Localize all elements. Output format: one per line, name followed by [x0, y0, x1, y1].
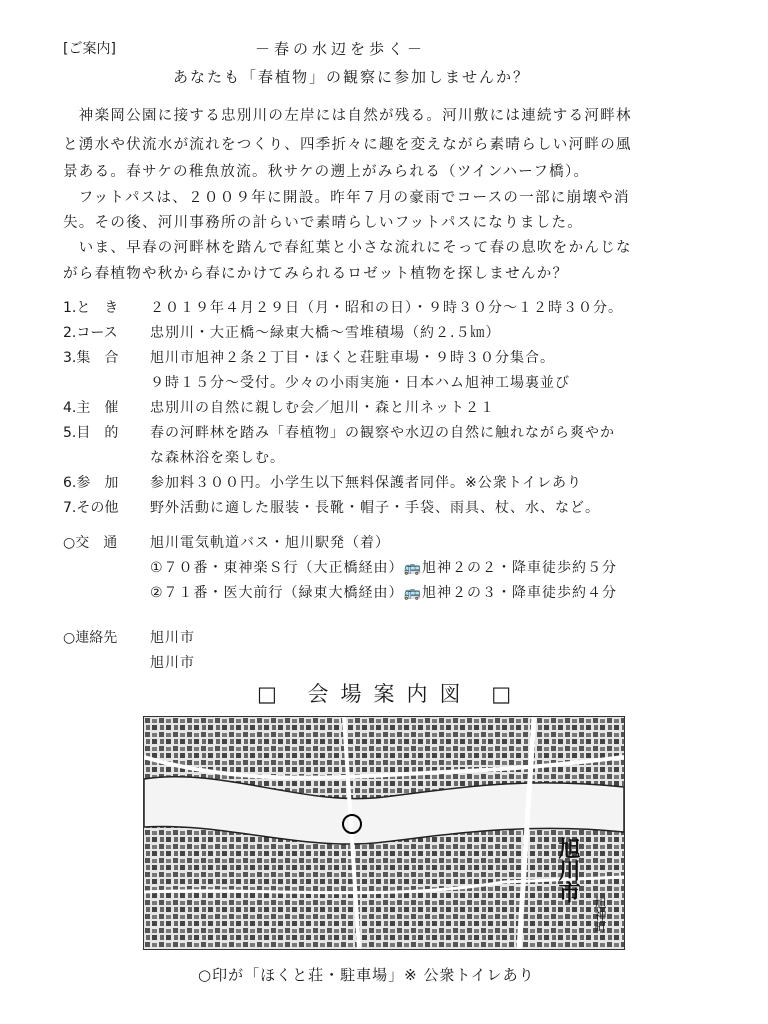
- contact-line-1: 旭川市: [150, 630, 195, 646]
- contact-line-2: 旭川市: [150, 655, 195, 671]
- paragraph-line: 景ある。春サケの稚魚放流。秋サケの遡上がみられる（ツインハーフ橋）。: [63, 164, 590, 180]
- map-label-city: 旭川市: [555, 837, 580, 903]
- map-graphic: [144, 717, 624, 949]
- paragraph-line: フットパスは、２００９年に開設。昨年７月の豪雨でコースの一部に崩壊や消: [63, 190, 630, 206]
- detail-value-meeting-2: ９時１５分～受付。少々の小雨実施・日本ハム旭神工場裏並び: [150, 375, 570, 391]
- detail-label-participation: 6.参 加: [63, 475, 119, 491]
- detail-value-date: ２０１９年４月２９日（月・昭和の日）・９時３０分～１２時３０分。: [150, 300, 623, 316]
- detail-label-meeting: 3.集 合: [63, 350, 119, 366]
- detail-value-other: 野外活動に適した服装・長靴・帽子・手袋、雨具、杖、水、など。: [150, 500, 600, 516]
- paragraph-line: と湧水や伏流水が流れをつくり、四季折々に趣を変えながら素晴らしい河畔の風: [63, 137, 632, 153]
- paragraph-line: いま、早春の河畔林を踏んで春紅葉と小さな流れにそって春の息吹をかんじな: [63, 240, 632, 256]
- detail-label-date: 1.と き: [63, 300, 119, 316]
- transport-route-1: ①７０番・東神楽Ｓ行（大正橋経由）🚌旭神２の２・降車徒歩約５分: [150, 560, 617, 576]
- transport-route-2: ②７１番・医大前行（緑東大橋経由）🚌旭神２の３・降車徒歩約４分: [150, 585, 617, 601]
- transport-heading: 旭川電気軌道バス・旭川駅発（着）: [150, 535, 390, 551]
- paragraph-line: がら春植物や秋から春にかけてみられるロゼット植物を探しませんか？: [63, 266, 569, 282]
- detail-label-purpose: 5.目 的: [63, 425, 119, 441]
- map-caption: ○印が「ほくと荘・駐車場」※ 公衆トイレあり: [198, 966, 535, 984]
- paragraph-line: 神楽岡公園に接する忠別川の左岸には自然が残る。河川敷には連続する河畔林: [63, 108, 632, 124]
- paragraph-line: 失。その後、河川事務所の計らいで素晴らしいフットパスになりました。: [63, 215, 584, 231]
- detail-label-course: 2.コース: [63, 325, 118, 341]
- transport-label: ○交 通: [63, 535, 118, 551]
- venue-map: [143, 716, 625, 950]
- detail-label-organizer: 4.主 催: [63, 400, 119, 416]
- subtitle: あなたも「春植物」の観察に参加しませんか？: [173, 68, 531, 86]
- detail-value-participation: 参加料３００円。小学生以下無料保護者同伴。※公衆トイレあり: [150, 475, 583, 491]
- detail-label-other: 7.その他: [63, 500, 119, 516]
- contact-label: ○連絡先: [63, 630, 118, 646]
- map-label-district: 旭神町: [593, 897, 607, 933]
- detail-value-organizer: 忠別川の自然に親しむ会／旭川・森と川ネット２１: [150, 400, 495, 416]
- venue-map-title: □ 会場案内図 □: [257, 682, 524, 706]
- detail-value-course: 忠別川・大正橋～緑東大橋～雪堆積場（約２.５㎞）: [150, 325, 501, 341]
- document-title: －春の水辺を歩く－: [255, 40, 427, 58]
- detail-value-purpose-2: な森林浴を楽しむ。: [150, 450, 285, 466]
- detail-value-purpose: 春の河畔林を踏み「春植物」の観察や水辺の自然に触れながら爽やか: [150, 425, 615, 441]
- header-tag: [ご案内]: [63, 41, 116, 57]
- detail-value-meeting: 旭川市旭神２条２丁目・ほくと荘駐車場・９時３０分集合。: [150, 350, 555, 366]
